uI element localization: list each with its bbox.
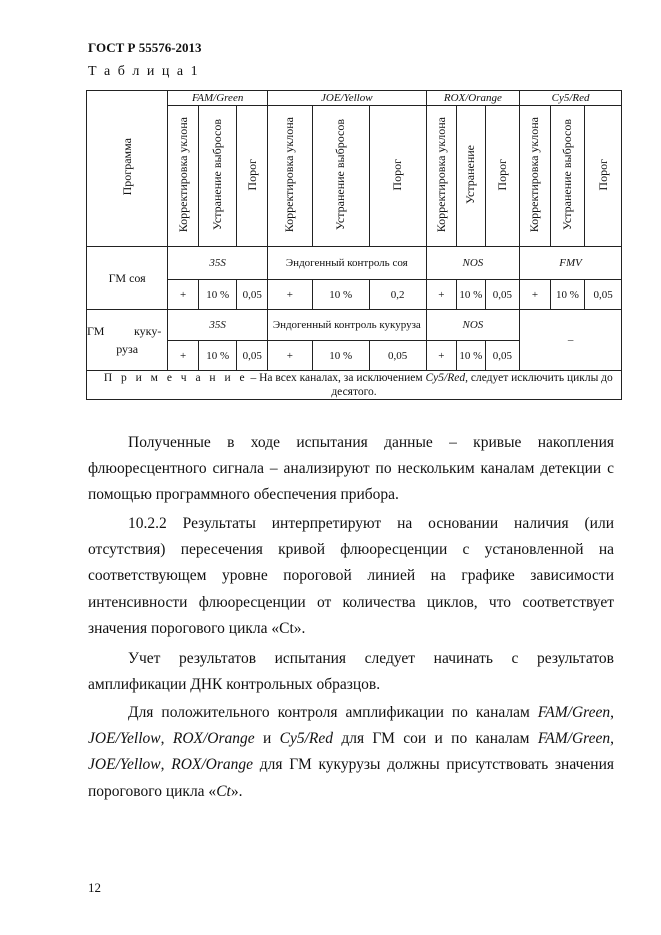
soy-target-rox: NOS [426, 247, 520, 280]
soy-target-fam: 35S [168, 247, 268, 280]
table-cell: + [268, 280, 313, 310]
paragraph-1: Полученные в ходе испытания данные – кривые накопления флюоресцентного сигнала – анализируют по нескольким каналам детекции с помощью программного обеспечения прибора. [88, 434, 614, 504]
cy5-outlier-header: Устранение выбросов [550, 106, 585, 247]
table-cell: + [426, 341, 457, 371]
rox-threshold-header: Порог [485, 106, 520, 247]
table-cell: 10 % [550, 280, 585, 310]
program-corn: ГМ куку- руза [87, 310, 168, 371]
corn-target-rox: NOS [426, 310, 520, 341]
soy-target-joe: Эндогенный контроль соя [268, 247, 427, 280]
table-cell: + [520, 280, 551, 310]
table-cell: + [268, 341, 313, 371]
table-cell: 10 % [457, 280, 485, 310]
fam-threshold-header: Порог [237, 106, 268, 247]
joe-threshold-header: Порог [369, 106, 426, 247]
table-cell: 0,05 [585, 280, 622, 310]
channel-rox: ROX/Orange [426, 91, 520, 106]
table-cell: 0,2 [369, 280, 426, 310]
joe-slope-header: Корректировка уклона [268, 106, 313, 247]
channel-joe: JOE/Yellow [268, 91, 427, 106]
table-cell: 0,05 [237, 341, 268, 371]
table-cell: + [168, 280, 199, 310]
program-soy: ГМ соя [87, 247, 168, 310]
rox-slope-header: Корректировка уклона [426, 106, 457, 247]
table-cell: 0,05 [237, 280, 268, 310]
cy5-slope-header: Корректировка уклона [520, 106, 551, 247]
table-cell: 10 % [312, 280, 369, 310]
fam-slope-header: Корректировка уклона [168, 106, 199, 247]
joe-outlier-header: Устранение выбросов [312, 106, 369, 247]
paragraph-3: Учет результатов испытания следует начинать с результатов амплификации ДНК контрольных образцов. [88, 650, 614, 694]
results-table [86, 90, 622, 400]
soy-target-cy5: FMV [520, 247, 622, 280]
corn-target-joe: Эндогенный контроль кукуруза [268, 310, 427, 341]
table-cell: 10 % [457, 341, 485, 371]
page-number: 12 [88, 880, 101, 895]
corn-cy5-dash: – [520, 310, 622, 371]
channel-cy5: Cy5/Red [520, 91, 622, 106]
table-cell: 10 % [198, 341, 237, 371]
table-note: П р и м е ч а н и е – На всех каналах, за исключением Cy5/Red, следует исключить циклы до десятого. [87, 371, 622, 400]
table-cell: 10 % [312, 341, 369, 371]
table-cell: 0,05 [485, 341, 520, 371]
table-caption: Т а б л и ц а 1 [88, 64, 200, 79]
cy5-threshold-header: Порог [585, 106, 622, 247]
table-cell: + [426, 280, 457, 310]
table-cell: 0,05 [485, 280, 520, 310]
paragraph-2: 10.2.2 Результаты интерпретируют на основании наличия (или отсутствия) пересечения кривой флюоресценции с установленной на соответствующем уровне пороговой линией на графике зависимости интенсивности флюоресценции от количества циклов, что соответствует значения порогового цикла «Ct». [88, 515, 614, 637]
rox-outlier-header: Устранение [457, 106, 485, 247]
table-cell: + [168, 341, 199, 371]
table-cell: 0,05 [369, 341, 426, 371]
paragraph-4: Для положительного контроля амплификации по каналам FAM/Green, JOE/Yellow, ROX/Orange и Cy5/Red для ГМ сои и по каналам FAM/Green, JOE/Yellow, ROX/Orange для ГМ кукурузы должны присутствовать значения порогового цикла «Ct». [88, 704, 615, 800]
table-cell: 10 % [198, 280, 237, 310]
program-header: Программа [87, 91, 168, 247]
channel-fam: FAM/Green [168, 91, 268, 106]
fam-outlier-header: Устранение выбросов [198, 106, 237, 247]
corn-target-fam: 35S [168, 310, 268, 341]
standard-header: ГОСТ Р 55576-2013 [88, 40, 202, 55]
